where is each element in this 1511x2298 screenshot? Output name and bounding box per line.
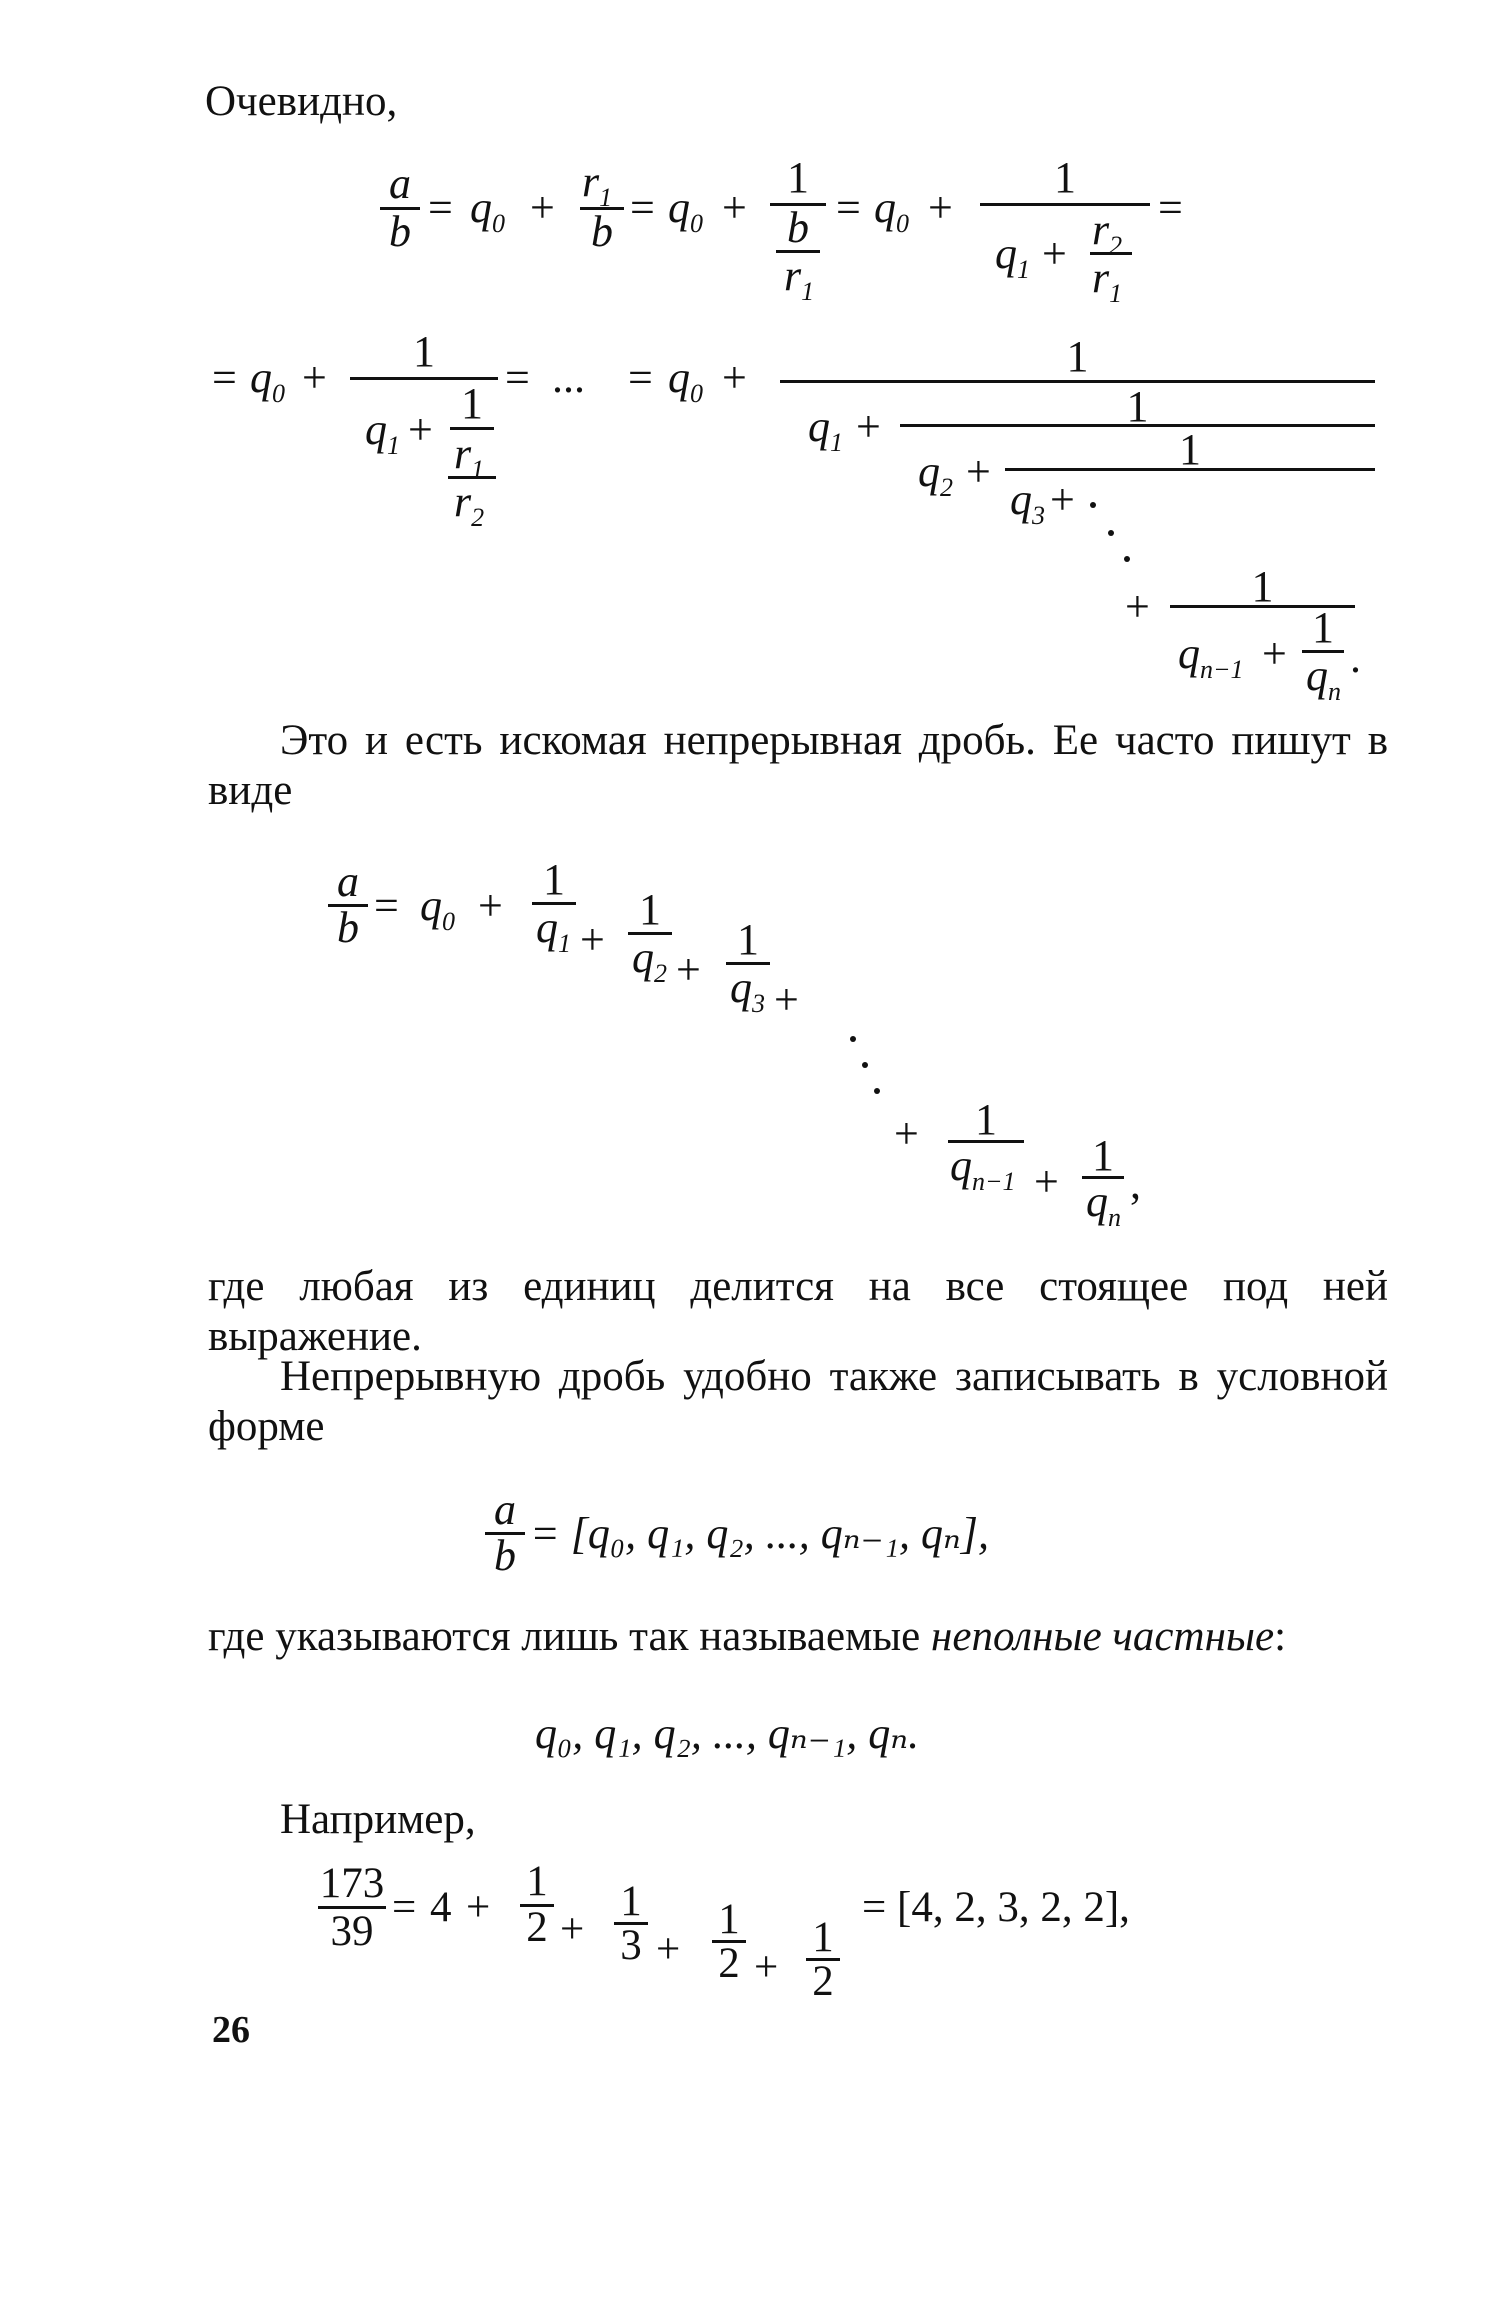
eq1-r1b: $r_1$	[784, 251, 815, 306]
eq3-q1: $q_1$	[536, 903, 571, 958]
eq1-b2: b	[591, 207, 613, 256]
eq3-b: b	[337, 903, 359, 952]
eq3-one4: 1	[975, 1095, 997, 1144]
eq2-plus2: +	[408, 405, 433, 454]
eq1-b3: b	[787, 203, 809, 252]
paragraph-4-term: неполные частные	[931, 1613, 1275, 1660]
ex-d3: 2	[718, 1940, 740, 1987]
ellipsis-dot	[874, 1088, 880, 1094]
eq2-eq2: =	[505, 353, 530, 402]
eq1-r1c: $r_1$	[1092, 253, 1123, 308]
eq2-cf-one5: 1	[1312, 603, 1334, 652]
ellipsis-dot	[850, 1036, 856, 1042]
eq1-r1: $r_1$	[582, 157, 613, 212]
eq2-q0b: $q_0$	[668, 353, 703, 408]
eq3-one2: 1	[639, 885, 661, 934]
ex-plus1: +	[466, 1884, 491, 1931]
example-intro: Например,	[280, 1796, 476, 1843]
ellipsis-dot	[1124, 556, 1130, 562]
eq2-cf-one1: 1	[1066, 332, 1089, 381]
ex-result: = [4, 2, 3, 2, 2],	[862, 1884, 1130, 1931]
eq3-plus2: +	[676, 945, 701, 994]
eq2-cf-bar2	[900, 424, 1375, 427]
eq3-q0: $q_0$	[420, 881, 455, 936]
eq3-one5: 1	[1092, 1131, 1114, 1180]
bracket-a: a	[494, 1485, 516, 1534]
ellipsis-dot	[862, 1062, 868, 1068]
eq3-plus5: +	[1034, 1157, 1059, 1206]
paragraph-4-text: где указываются лишь так называемые	[208, 1613, 932, 1660]
paragraph-4-colon: :	[1274, 1613, 1287, 1660]
eq2-cf-plus2: +	[966, 447, 991, 496]
eq3-a: a	[337, 857, 359, 906]
eq2-one1: 1	[413, 327, 435, 376]
ex-num: 173	[319, 1860, 385, 1907]
eq2-plus1: +	[302, 353, 327, 402]
eq3-plus0: +	[478, 881, 503, 930]
eq2-cf-q3: $q_3$	[1010, 475, 1045, 530]
eq3-q3: $q_3$	[730, 963, 765, 1018]
eq1-q0c: $q_0$	[874, 183, 909, 238]
eq2-r2: $r_2$	[454, 477, 485, 532]
ex-plus4: +	[754, 1944, 779, 1991]
bracket-rhs: = [q₀, q₁, q₂, ..., qₙ₋₁, qₙ],	[530, 1509, 990, 1558]
eq1-eq3: =	[836, 183, 861, 232]
eq2-cf-qn: $q_n$	[1306, 651, 1341, 706]
paragraph-1: Это и есть искомая непрерывная дробь. Ее часто пишут в виде	[208, 717, 1388, 814]
eq3-comma: ,	[1130, 1159, 1141, 1208]
eq2-q0: $q_0$	[250, 353, 285, 408]
ex-d2: 3	[620, 1922, 642, 1969]
eq3-q2: $q_2$	[632, 933, 667, 988]
ex-d1: 2	[526, 1904, 548, 1951]
eq2-dots: ...	[552, 353, 585, 402]
eq2-cf-one3: 1	[1179, 425, 1201, 474]
eq2-cf-one2: 1	[1126, 382, 1149, 431]
partial-quotients-list: q₀, q₁, q₂, ..., qₙ₋₁, qₙ.	[535, 1709, 920, 1758]
eq3-eq: =	[374, 881, 399, 930]
intro-word: Очевидно,	[205, 78, 398, 125]
ex-whole: 4	[430, 1884, 452, 1931]
eq1-plus1: +	[530, 183, 555, 232]
eq3-plus1: +	[580, 915, 605, 964]
eq2-cf-plus3: +	[1050, 475, 1075, 524]
ex-d4: 2	[812, 1958, 834, 2005]
paragraph-3: Непрерывную дробь удобно также записывать в условной форме	[208, 1353, 1388, 1450]
eq2-eq3: =	[628, 353, 653, 402]
bracket-b: b	[494, 1531, 516, 1580]
eq2-eq1: =	[212, 353, 237, 402]
eq1-b: b	[389, 207, 411, 256]
eq2-plus3: +	[722, 353, 747, 402]
eq2-period: .	[1350, 633, 1361, 682]
eq2-one2: 1	[461, 379, 483, 428]
eq1-plus4: +	[1042, 229, 1067, 278]
eq2-cf-q1: $q_1$	[808, 402, 843, 457]
eq2-cf-one4: 1	[1251, 562, 1274, 611]
eq1-r2: $r_2$	[1092, 205, 1123, 260]
eq3-qn: $q_n$	[1086, 1177, 1121, 1232]
page-number: 26	[212, 2009, 250, 2051]
ex-plus2: +	[560, 1906, 585, 1953]
eq1-eq1: =	[428, 183, 453, 232]
eq2-cf-plus1: +	[856, 402, 881, 451]
eq1-one2: 1	[1054, 153, 1076, 202]
eq3-one3: 1	[737, 915, 759, 964]
paragraph-4	[208, 1612, 1388, 1662]
eq3-plus4: +	[894, 1109, 919, 1158]
eq2-cf-qn1: $q_{n-1}$	[1178, 629, 1244, 684]
ex-one4: 1	[812, 1914, 834, 1961]
eq3-one1: 1	[543, 855, 565, 904]
eq2-q1: $q_1$	[365, 405, 400, 460]
ex-eq1: =	[392, 1884, 417, 1931]
eq1-one1: 1	[787, 153, 809, 202]
eq2-cf-plus4: +	[1125, 582, 1150, 631]
eq2-cf-bar1	[780, 380, 1375, 383]
eq1-a: a	[389, 159, 411, 208]
eq2-cf-bar3	[1005, 468, 1375, 471]
ex-one2: 1	[620, 1878, 642, 1925]
eq1-plus2: +	[722, 183, 747, 232]
eq1-bar-q1	[980, 203, 1150, 206]
paragraph-2: где любая из единиц делится на все стоящее под ней выражение.	[208, 1263, 1388, 1360]
eq3-plus3: +	[774, 975, 799, 1024]
eq2-cf-q2: $q_2$	[918, 447, 953, 502]
ex-plus3: +	[656, 1926, 681, 1973]
eq1-q0b: $q_0$	[668, 183, 703, 238]
eq1-plus3: +	[928, 183, 953, 232]
eq1-eq4: =	[1158, 183, 1183, 232]
eq2-r1: $r_1$	[454, 429, 485, 484]
ex-one3: 1	[718, 1896, 740, 1943]
ex-one1: 1	[526, 1858, 548, 1905]
ellipsis-dot	[1108, 530, 1114, 536]
eq1-q1: $q_1$	[995, 229, 1030, 284]
ex-den: 39	[330, 1908, 374, 1955]
ellipsis-dot	[1090, 502, 1096, 508]
eq2-cf-plus5: +	[1262, 629, 1287, 678]
eq1-eq2: =	[630, 183, 655, 232]
eq1-q0: $q_0$	[470, 183, 505, 238]
eq3-qn1: $q_{n-1}$	[950, 1141, 1016, 1196]
